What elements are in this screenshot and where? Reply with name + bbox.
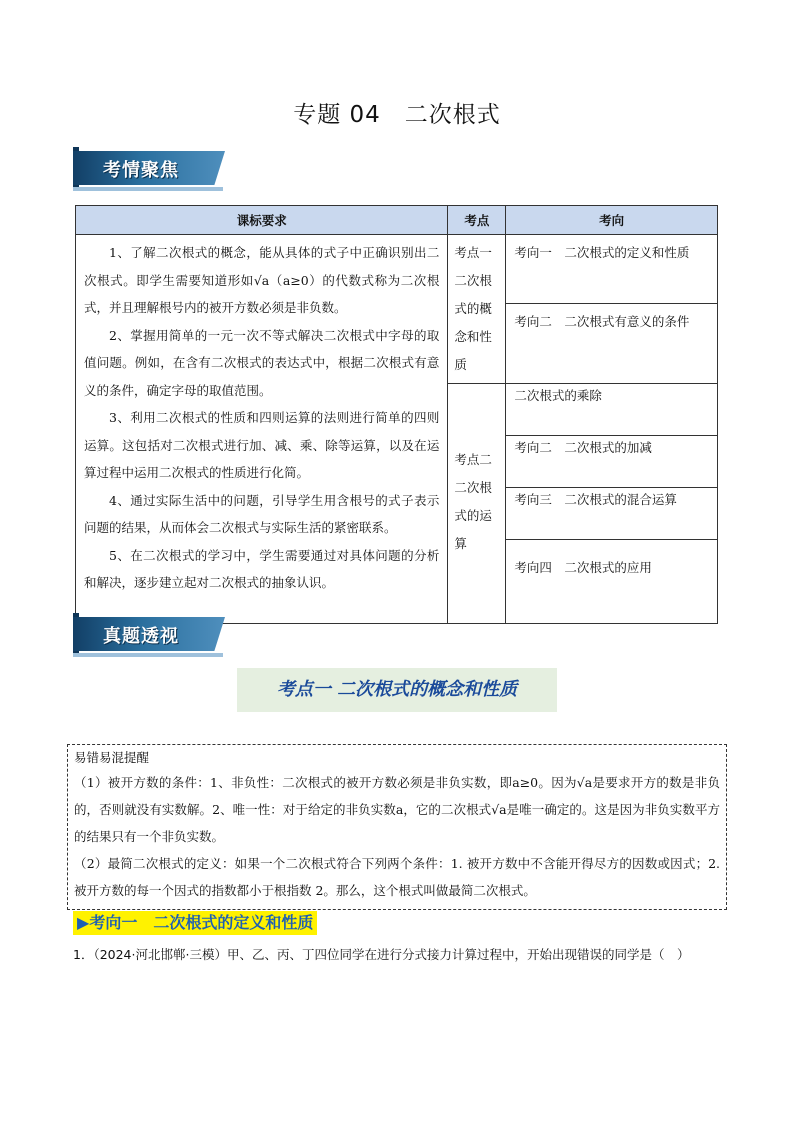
requirement-3: 3、利用二次根式的性质和四则运算的法则进行简单的四则运算。这包括对二次根式进行加、减、乘、除等运算，以及在运算过程中运用二次根式的性质进行化简。	[84, 410, 440, 480]
direction-label: 考向一 二次根式的定义和性质	[89, 913, 314, 932]
banner-stripe	[73, 653, 223, 657]
question-1: 1．（2024·河北邯郸·三模）甲、乙、丙、丁四位同学在进行分式接力计算过程中，开始出现错误的同学是（ ）	[73, 947, 690, 962]
banner-label: 真题透视	[103, 626, 179, 647]
section-title: 考点一 二次根式的概念和性质	[237, 668, 557, 712]
curriculum-table	[75, 205, 718, 624]
kaoxiang-5: 考向三 二次根式的混合运算	[506, 488, 718, 540]
requirement-1: 1、了解二次根式的概念，能从具体的式子中正确识别出二次根式。即学生需要知道形如√a（a≥0）的代数式称为二次根式，并且理解根号内的被开方数必须是非负数。	[84, 245, 440, 315]
section-banner-kaoqing	[73, 151, 229, 191]
reminder-paragraph-1: （1）被开方数的条件：1、非负性：二次根式的被开方数必须是非负实数，即a≥0。因为√a是要求开方的数是非负的，否则就没有实数解。2、唯一性：对于给定的非负实数a，它的二次根式√a是唯一确定的。这是因为非负实数平方的结果只有一个非负实数。	[74, 775, 720, 844]
triangle-icon: ▶	[77, 913, 90, 932]
requirement-5: 5、在二次根式的学习中，学生需要通过对具体问题的分析和解决，逐步建立起对二次根式的抽象认识。	[84, 547, 440, 590]
kaoxiang-3: 二次根式的乘除	[506, 384, 718, 436]
reminder-paragraph-2: （2）最简二次根式的定义：如果一个二次根式符合下列两个条件：1. 被开方数中不含能开得尽方的因数或因式；2. 被开方数的每一个因式的指数都小于根指数 2。那么，这个根式叫做最简二次根式。	[74, 856, 720, 898]
kaoxiang-4: 考向二 二次根式的加减	[506, 436, 718, 488]
requirements-cell	[76, 235, 448, 624]
kaoxiang-2: 考向二 二次根式有意义的条件	[506, 304, 718, 384]
kaoxiang-1: 考向一 二次根式的定义和性质	[506, 235, 718, 304]
banner-stripe	[73, 187, 223, 191]
direction-heading	[73, 911, 317, 935]
section-banner-zhenti	[73, 617, 229, 657]
header-requirements: 课标要求	[76, 206, 448, 235]
kaoxiang-6: 考向四 二次根式的应用	[506, 540, 718, 624]
kaodian-2: 考点二二次根式的运算	[448, 384, 506, 624]
header-kaodian: 考点	[448, 206, 506, 235]
page-title: 专题 04 二次根式	[293, 102, 501, 128]
header-kaoxiang: 考向	[506, 206, 718, 235]
kaodian-1: 考点一二次根式的概念和性质	[448, 235, 506, 384]
reminder-heading: 易错易混提醒	[74, 750, 150, 765]
requirement-2: 2、掌握用简单的一元一次不等式解决二次根式中字母的取值问题。例如，在含有二次根式的表达式中，根据二次根式有意义的条件，确定字母的取值范围。	[84, 327, 440, 398]
banner-label: 考情聚焦	[103, 160, 179, 181]
requirement-4: 4、通过实际生活中的问题，引导学生用含根号的式子表示问题的结果，从而体会二次根式与实际生活的紧密联系。	[84, 492, 440, 535]
reminder-box	[67, 744, 727, 910]
